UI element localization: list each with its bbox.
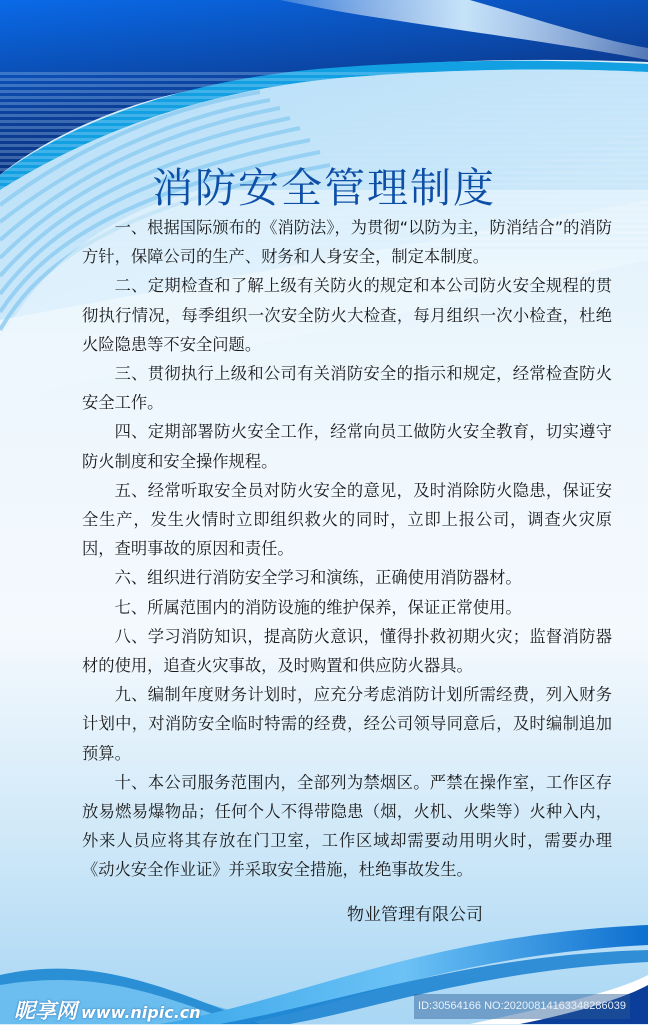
- regulation-item-2: 二、定期检查和了解上级有关防火的规定和本公司防火安全规程的贯彻执行情况，每季组织一次安全防火大检查，每月组织一次小检查，杜绝火险隐患等不安全问题。: [82, 276, 612, 354]
- regulation-body: [82, 213, 612, 885]
- regulation-item-3: 三、贯彻执行上级和公司有关消防安全的指示和规定，经常检查防火安全工作。: [82, 364, 612, 413]
- watermark-logo-text: 昵享网: [14, 999, 77, 1023]
- watermark-logo: [14, 995, 201, 1025]
- regulation-item-9: 九、编制年度财务计划时，应充分考虑消防计划所需经费，列入财务计划中，对消防安全临时特需的经费，经公司领导同意后，及时编制追加预算。: [82, 685, 612, 763]
- regulation-item-1: 一、根据国际颁布的《消防法》，为贯彻“以防为主，防消结合”的消防方针，保障公司的生产、财务和人身安全，制定本制度。: [82, 218, 612, 267]
- regulation-item-7: 七、所属范围内的消防设施的维护保养，保证正常使用。: [114, 597, 522, 617]
- watermark-url: www.nipic.cn: [81, 1003, 201, 1022]
- regulation-item-4: 四、定期部署防火安全工作，经常向员工做防火安全教育，切实遵守防火制度和安全操作规程。: [82, 422, 612, 471]
- company-signature: 物业管理有限公司: [347, 905, 483, 925]
- document-title: 消防安全管理制度: [152, 164, 496, 213]
- regulation-item-8: 八、学习消防知识，提高防火意识，懂得扑救初期火灾；监督消防器材的使用，追查火灾事故，及时购置和供应防火器具。: [82, 626, 612, 676]
- regulation-item-5: 五、经常听取安全员对防火安全的意见，及时消除防火隐患，保证安全生产，发生火情时立即组织救火的同时，立即上报公司，调查火灾原因，查明事故的原因和责任。: [82, 480, 612, 559]
- regulation-item-10: 十、本公司服务范围内，全部列为禁烟区。严禁在操作室，工作区存放易燃易爆物品；任何个人不得带隐患（烟，火机、火柴等）火种入内，外来人员应将其存放在门卫室，工作区域却需要动用明火时，需要办理《动火安全作业证》并采取安全措施，杜绝事故发生。: [82, 772, 612, 880]
- watermark-id-badge: ID:30564166 NO:20200814163348286039: [414, 994, 630, 1019]
- regulation-item-6: 六、组织进行消防安全学习和演练，正确使用消防器材。: [114, 568, 522, 588]
